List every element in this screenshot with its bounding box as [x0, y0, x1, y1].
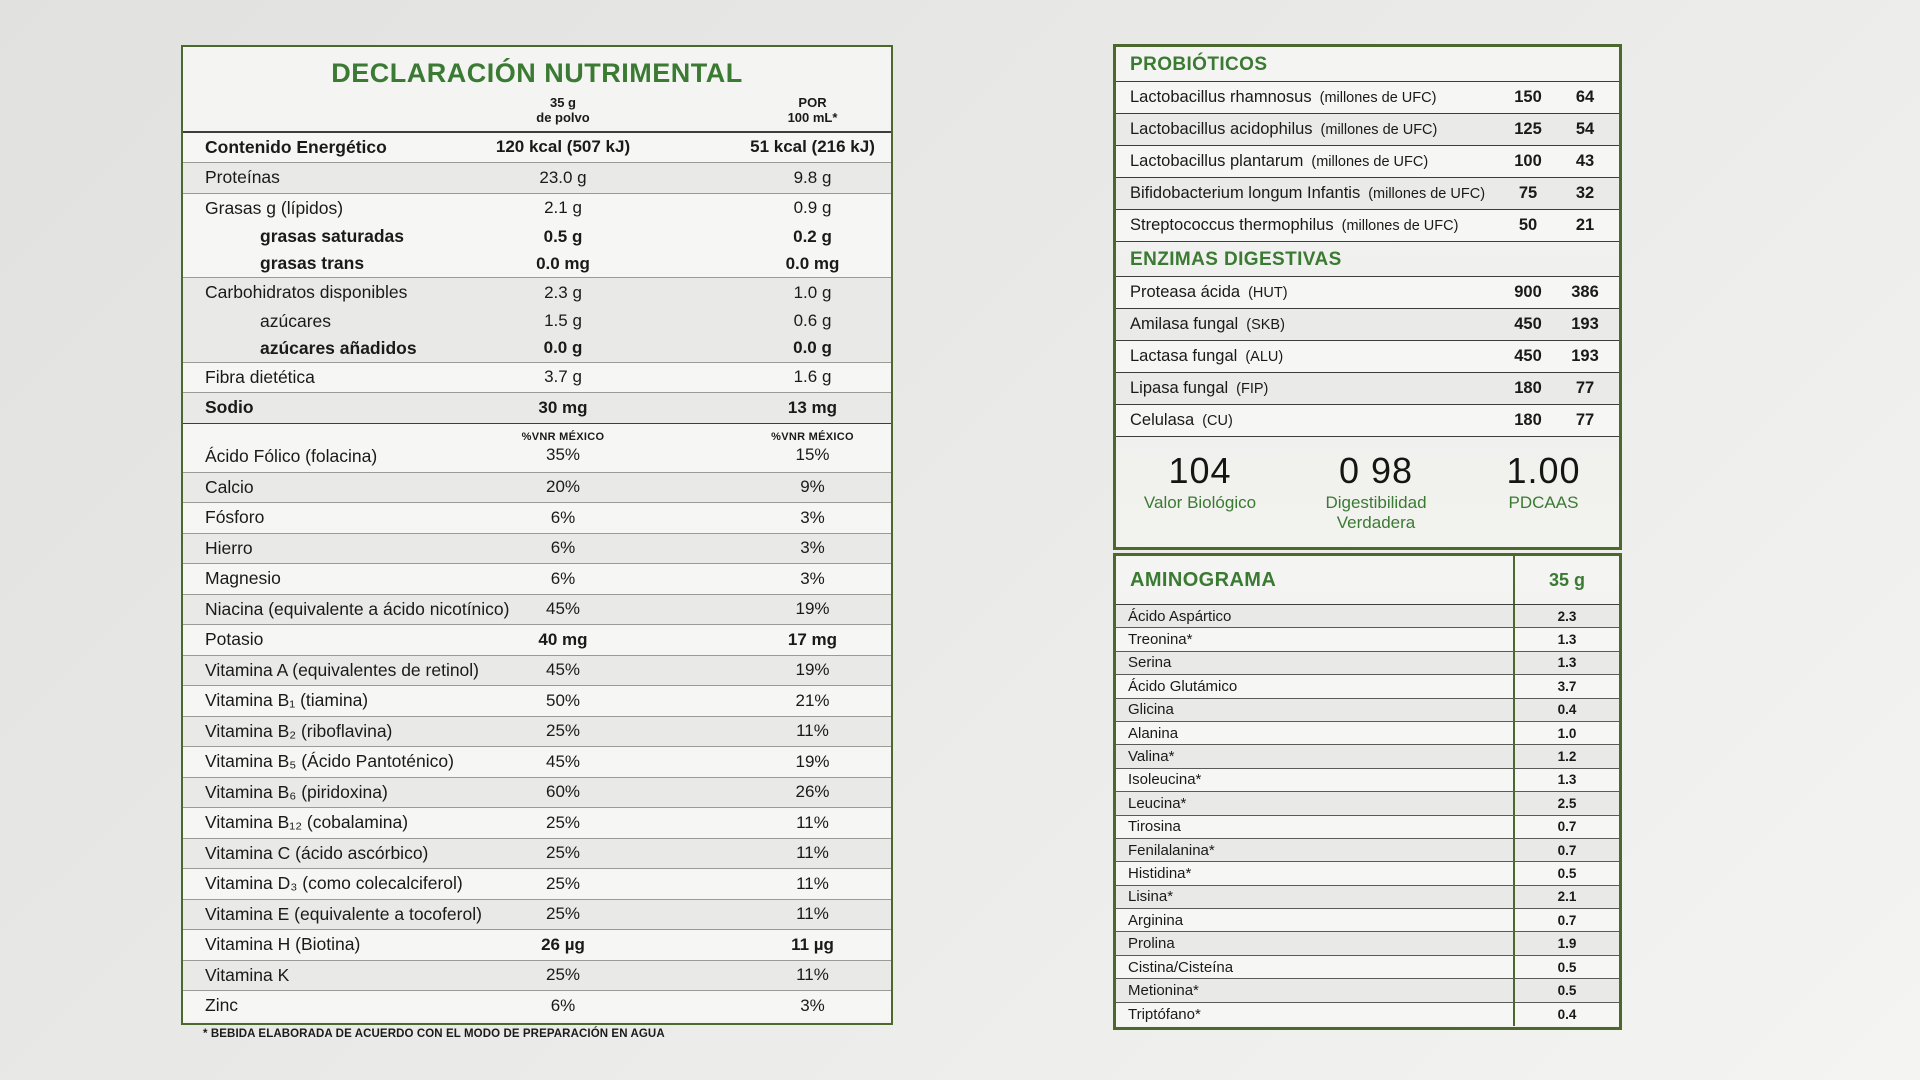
value-per-100ml: 26%	[795, 782, 830, 802]
footnote: * BEBIDA ELABORADA DE ACUERDO CON EL MODO DE PREPARACIÓN EN AGUA	[203, 1027, 665, 1040]
value-per-35g: 1.5 g	[544, 311, 582, 331]
nutrient-name: Fósforo	[205, 507, 265, 528]
nutrition-row	[183, 990, 891, 1021]
nutrient-name: Proteínas	[205, 167, 280, 188]
value-per-100ml: 77	[1575, 411, 1595, 429]
nutrition-row	[183, 472, 891, 503]
stat-label: PDCAAS	[1508, 492, 1579, 512]
value-per-35g: 0.0 mg	[536, 253, 590, 273]
nutrition-row	[183, 533, 891, 564]
amino-acid-value: 1.0	[1513, 722, 1619, 744]
nutrient-name: Vitamina B₁₂ (cobalamina)	[205, 812, 409, 833]
value-per-35g: 6%	[550, 995, 576, 1015]
value-per-35g: 75	[1518, 184, 1538, 202]
value-per-100ml: 3%	[800, 538, 825, 558]
nutrition-row	[183, 716, 891, 747]
value-per-100ml: 64	[1575, 88, 1595, 106]
value-per-100ml: 9%	[800, 477, 825, 497]
nutrition-row	[183, 868, 891, 899]
nutrition-row	[183, 335, 891, 362]
value-per-100ml: 193	[1571, 315, 1599, 333]
value-per-100ml: 3%	[800, 507, 825, 527]
nutrition-row	[183, 133, 891, 163]
ingredient-name: Bifidobacterium longum Infantis	[1130, 184, 1361, 202]
nutrient-name: Contenido Energético	[205, 136, 387, 157]
nutrition-row	[183, 392, 891, 423]
ingredient-name: Lactobacillus rhamnosus	[1130, 88, 1312, 106]
value-per-100ml: 386	[1571, 283, 1599, 301]
amino-acid-name: Ácido Aspártico	[1128, 607, 1232, 625]
value-per-35g: 50	[1518, 216, 1538, 234]
amino-acid-value: 0.7	[1513, 839, 1619, 861]
protein-quality-stats	[1116, 437, 1619, 533]
value-per-100ml: 11%	[796, 812, 829, 832]
probiotic-row	[1116, 114, 1619, 146]
aminogram-column-header: 35 g	[1513, 556, 1619, 604]
unit-label: (SKB)	[1246, 317, 1285, 333]
panel-title: DECLARACIÓN NUTRIMENTAL	[331, 58, 743, 88]
value-per-35g: 45%	[545, 751, 581, 771]
amino-acid-value: 1.3	[1513, 769, 1619, 791]
unit-label: (millones de UFC)	[1341, 218, 1459, 234]
value-per-35g: 120 kcal (507 kJ)	[495, 137, 631, 157]
nutrient-name: Vitamina A (equivalentes de retinol)	[205, 659, 480, 680]
unit-label: (millones de UFC)	[1368, 186, 1486, 202]
amino-acid-row	[1116, 1003, 1619, 1026]
nutrient-name: grasas saturadas	[260, 226, 404, 247]
aminogram-header	[1116, 556, 1619, 605]
amino-acid-value: 1.3	[1513, 628, 1619, 650]
nutrient-name: Fibra dietética	[205, 366, 315, 387]
nutrient-name: grasas trans	[260, 253, 365, 274]
amino-acid-value: 0.5	[1513, 956, 1619, 978]
amino-acid-value: 0.4	[1513, 1003, 1619, 1026]
unit-label: (FIP)	[1236, 381, 1269, 397]
unit-label: (CU)	[1202, 413, 1233, 429]
enzyme-row	[1116, 341, 1619, 373]
amino-acid-value: 0.5	[1513, 979, 1619, 1001]
column-header-powder-line1: 35 g	[549, 95, 576, 110]
probiotics-enzymes-panel	[1113, 44, 1622, 550]
vnr-mexico-header: %VNR MÉXICO	[521, 431, 605, 444]
nutrient-name: Vitamina D₃ (como colecalciferol)	[205, 873, 463, 894]
value-per-100ml: 9.8 g	[793, 167, 832, 187]
probiotic-row	[1116, 146, 1619, 178]
value-per-100ml: 51 kcal (216 kJ)	[750, 137, 875, 157]
amino-acid-value: 3.7	[1513, 675, 1619, 697]
nutrient-name: Sodio	[205, 397, 254, 418]
stat-value: 1.00	[1506, 450, 1581, 491]
value-per-35g: 150	[1514, 88, 1542, 106]
amino-acid-row	[1116, 605, 1619, 628]
value-per-35g: 45%	[545, 660, 581, 680]
nutrition-row	[183, 655, 891, 686]
value-per-100ml: 11 µg	[791, 934, 834, 954]
value-per-100ml: 11%	[796, 873, 829, 893]
stat-value: 104	[1168, 450, 1232, 491]
amino-acid-value: 0.5	[1513, 862, 1619, 884]
amino-acid-name: Glicina	[1128, 701, 1174, 719]
probiotic-row	[1116, 210, 1619, 242]
column-header-100ml-line1: POR	[798, 95, 827, 110]
nutrient-name: Vitamina H (Biotina)	[205, 934, 361, 955]
nutrition-row	[183, 423, 891, 472]
nutrition-row	[183, 193, 891, 224]
amino-acid-value: 0.7	[1513, 816, 1619, 838]
amino-acid-value: 0.4	[1513, 699, 1619, 721]
amino-acid-name: Arginina	[1128, 911, 1184, 929]
amino-acid-row	[1116, 979, 1619, 1002]
value-per-35g: 2.3 g	[544, 282, 582, 302]
amino-acid-row	[1116, 628, 1619, 651]
amino-acid-row	[1116, 792, 1619, 815]
column-header-powder-line2: de polvo	[536, 110, 590, 126]
amino-acid-row	[1116, 722, 1619, 745]
value-per-35g: 2.1 g	[544, 198, 582, 218]
value-per-100ml: 13 mg	[787, 397, 838, 417]
nutrition-row	[183, 308, 891, 335]
nutrient-name: Potasio	[205, 629, 264, 650]
column-header-powder	[380, 95, 746, 126]
value-per-35g: 450	[1514, 347, 1542, 365]
value-per-100ml: 54	[1575, 120, 1595, 138]
nutrient-name: Zinc	[205, 995, 239, 1016]
value-per-100ml: 17 mg	[787, 629, 838, 649]
unit-label: (millones de UFC)	[1320, 122, 1438, 138]
nutrition-row	[183, 807, 891, 838]
amino-acid-name: Histidina*	[1128, 864, 1192, 882]
amino-acid-name: Fenilalanina*	[1128, 841, 1215, 859]
nutrient-name: azúcares	[260, 310, 332, 331]
enzyme-row	[1116, 309, 1619, 341]
amino-acid-name: Cistina/Cisteína	[1128, 958, 1234, 976]
amino-acid-name: Treonina*	[1128, 631, 1193, 649]
amino-acid-name: Prolina	[1128, 935, 1175, 953]
value-per-100ml: 1.6 g	[793, 367, 832, 387]
amino-acid-row	[1116, 886, 1619, 909]
amino-acid-row	[1116, 862, 1619, 885]
amino-acid-value: 1.2	[1513, 745, 1619, 767]
amino-acid-name: Alanina	[1128, 724, 1179, 742]
amino-acid-row	[1116, 909, 1619, 932]
value-per-100ml: 19%	[795, 599, 830, 619]
column-headers	[183, 93, 891, 133]
nutrient-name: Vitamina B₅ (Ácido Pantoténico)	[205, 751, 454, 772]
value-per-100ml: 11%	[796, 965, 829, 985]
ingredient-name: Proteasa ácida	[1130, 283, 1241, 301]
column-header-100ml	[746, 95, 879, 126]
value-per-35g: 100	[1514, 152, 1542, 170]
value-per-100ml: 0.2 g	[793, 226, 832, 246]
nutrient-name: Ácido Fólico (folacina)	[205, 445, 378, 466]
value-per-35g: 26 µg	[541, 934, 585, 954]
value-per-35g: 25%	[545, 873, 581, 893]
value-per-100ml: 193	[1571, 347, 1599, 365]
stat-value: 0 98	[1338, 450, 1414, 491]
value-per-100ml: 21	[1575, 216, 1595, 234]
nutrition-row	[183, 960, 891, 991]
value-per-35g: 180	[1514, 379, 1542, 397]
value-per-35g: 40 mg	[538, 629, 588, 649]
unit-label: (millones de UFC)	[1311, 154, 1429, 170]
value-per-35g: 25%	[545, 812, 581, 832]
value-per-35g: 20%	[545, 477, 581, 497]
value-per-35g: 6%	[550, 538, 576, 558]
amino-acid-value: 1.9	[1513, 932, 1619, 954]
unit-label: (millones de UFC)	[1319, 90, 1437, 106]
nutrient-name: Magnesio	[205, 568, 281, 589]
probiotic-row	[1116, 178, 1619, 210]
enzyme-row	[1116, 277, 1619, 309]
unit-label: (HUT)	[1248, 285, 1288, 301]
amino-acid-name: Lisina*	[1128, 888, 1174, 906]
value-per-35g: 6%	[550, 507, 576, 527]
value-per-100ml: %VNR MÉXICO 15%	[771, 431, 854, 465]
value-per-100ml: 19%	[795, 660, 830, 680]
value-per-100ml: 0.9 g	[793, 198, 832, 218]
value-per-35g: 6%	[550, 568, 576, 588]
amino-acid-name: Ácido Glutámico	[1128, 677, 1238, 695]
enzymes-rows	[1116, 277, 1619, 437]
amino-acid-row	[1116, 932, 1619, 955]
ingredient-name: Celulasa	[1130, 411, 1195, 429]
nutrient-name: Vitamina C (ácido ascórbico)	[205, 842, 429, 863]
aminogram-panel	[1113, 553, 1622, 1030]
value-per-100ml: 1.0 g	[793, 282, 832, 302]
stat-digestibilidad-verdadera	[1284, 451, 1468, 533]
amino-acid-row	[1116, 745, 1619, 768]
amino-acid-row	[1116, 652, 1619, 675]
amino-acid-name: Tirosina	[1128, 818, 1181, 836]
nutrition-rows	[183, 133, 891, 1021]
nutrient-name: Vitamina B₁ (tiamina)	[205, 690, 369, 711]
nutrition-row	[183, 746, 891, 777]
value-per-35g: 50%	[545, 690, 581, 710]
value-per-100ml: 11%	[796, 904, 829, 924]
amino-acid-value: 2.5	[1513, 792, 1619, 814]
nutrient-name: Vitamina B₆ (piridoxina)	[205, 781, 388, 802]
value-per-35g: 0.5 g	[543, 226, 583, 246]
value-per-100ml: 3%	[800, 995, 825, 1015]
value-per-35g: 900	[1514, 283, 1542, 301]
amino-acid-name: Valina*	[1128, 748, 1175, 766]
value-per-35g: 180	[1514, 411, 1542, 429]
amino-acid-value: 0.7	[1513, 909, 1619, 931]
header-spacer	[205, 95, 380, 126]
enzymes-title: ENZIMAS DIGESTIVAS	[1116, 242, 1619, 277]
nutrition-row	[183, 162, 891, 193]
amino-acid-row	[1116, 956, 1619, 979]
nutrient-name: azúcares añadidos	[260, 337, 417, 358]
nutrient-name: Niacina (equivalente a ácido nicotínico)	[205, 598, 510, 619]
column-header-100ml-line2: 100 mL*	[787, 110, 838, 126]
stat-label: Digestibilidad Verdadera	[1325, 492, 1427, 532]
nutrition-row	[183, 685, 891, 716]
stat-label: Valor Biológico	[1143, 492, 1257, 512]
nutrition-row	[183, 777, 891, 808]
probiotics-rows	[1116, 82, 1619, 242]
probiotics-title: PROBIÓTICOS	[1116, 47, 1619, 82]
enzyme-row	[1116, 373, 1619, 405]
value-per-100ml: 0.0 g	[793, 338, 832, 358]
amino-acid-name: Triptófano*	[1128, 1005, 1201, 1023]
nutrition-row	[183, 624, 891, 655]
value-per-35g: 450	[1514, 315, 1542, 333]
value-per-100ml: 11%	[796, 843, 829, 863]
ingredient-name: Lactobacillus plantarum	[1130, 152, 1304, 170]
value-per-35g: 25%	[545, 965, 581, 985]
ingredient-name: Lipasa fungal	[1130, 379, 1229, 397]
value-per-100ml: 77	[1575, 379, 1595, 397]
value-per-35g: 30 mg	[538, 397, 588, 417]
nutrition-row	[183, 362, 891, 393]
amino-acid-value: 2.3	[1513, 605, 1619, 627]
aminogram-rows	[1116, 605, 1619, 1026]
amino-acid-name: Metionina*	[1128, 981, 1199, 999]
value-per-35g: 25%	[545, 843, 581, 863]
value-per-100ml: 21%	[795, 690, 830, 710]
value-per-100ml: 32	[1575, 184, 1595, 202]
nutrition-row	[183, 929, 891, 960]
amino-acid-row	[1116, 839, 1619, 862]
nutrition-row	[183, 838, 891, 869]
value-per-35g: 3.7 g	[544, 367, 582, 387]
value-per-35g: 25%	[545, 904, 581, 924]
value-per-35g: 125	[1514, 120, 1542, 138]
ingredient-name: Streptococcus thermophilus	[1130, 216, 1334, 234]
enzyme-row	[1116, 405, 1619, 437]
amino-acid-name: Leucina*	[1128, 794, 1187, 812]
nutrition-row	[183, 223, 891, 250]
ingredient-name: Amilasa fungal	[1130, 315, 1239, 333]
value-per-100ml: 3%	[800, 568, 825, 588]
nutrient-name: Vitamina B₂ (riboflavina)	[205, 720, 393, 741]
nutrient-name: Vitamina K	[205, 964, 290, 985]
nutrition-row	[183, 502, 891, 533]
amino-acid-name: Serina	[1128, 654, 1172, 672]
value-per-100ml: 0.0 mg	[785, 253, 840, 273]
value-per-100ml: 0.6 g	[793, 311, 832, 331]
vnr-mexico-header: %VNR MÉXICO	[771, 431, 854, 444]
ingredient-name: Lactasa fungal	[1130, 347, 1238, 365]
nutrition-row	[183, 594, 891, 625]
nutrition-row	[183, 250, 891, 277]
value-per-35g: 25%	[545, 721, 581, 741]
stat-valor-biologico	[1116, 451, 1284, 533]
unit-label: (ALU)	[1245, 349, 1284, 365]
nutrition-row	[183, 277, 891, 308]
amino-acid-value: 1.3	[1513, 652, 1619, 674]
value-per-35g: 60%	[545, 782, 581, 802]
nutrient-name: Carbohidratos disponibles	[205, 282, 408, 303]
amino-acid-value: 2.1	[1513, 886, 1619, 908]
value-per-35g: 45%	[545, 599, 581, 619]
value-per-100ml: 19%	[795, 751, 830, 771]
amino-acid-row	[1116, 699, 1619, 722]
value-per-35g: %VNR MÉXICO 35%	[521, 431, 605, 465]
value-per-100ml: 11%	[796, 721, 829, 741]
nutrition-row	[183, 899, 891, 930]
probiotic-row	[1116, 82, 1619, 114]
nutrition-row	[183, 563, 891, 594]
aminogram-title: AMINOGRAMA	[1130, 568, 1277, 591]
nutrient-name: Calcio	[205, 476, 254, 497]
amino-acid-row	[1116, 816, 1619, 839]
amino-acid-row	[1116, 675, 1619, 698]
value-per-35g: 23.0 g	[539, 167, 587, 187]
nutrient-name: Vitamina E (equivalente a tocoferol)	[205, 903, 482, 924]
nutrition-facts-panel	[181, 45, 893, 1040]
value-per-100ml: 43	[1575, 152, 1595, 170]
value-per-35g: 0.0 g	[543, 338, 583, 358]
nutrient-name: Hierro	[205, 537, 253, 558]
amino-acid-name: Isoleucina*	[1128, 771, 1202, 789]
stat-pdcaas	[1468, 451, 1619, 533]
amino-acid-row	[1116, 769, 1619, 792]
nutrient-name: Grasas g (lípidos)	[205, 197, 344, 218]
ingredient-name: Lactobacillus acidophilus	[1130, 120, 1313, 138]
